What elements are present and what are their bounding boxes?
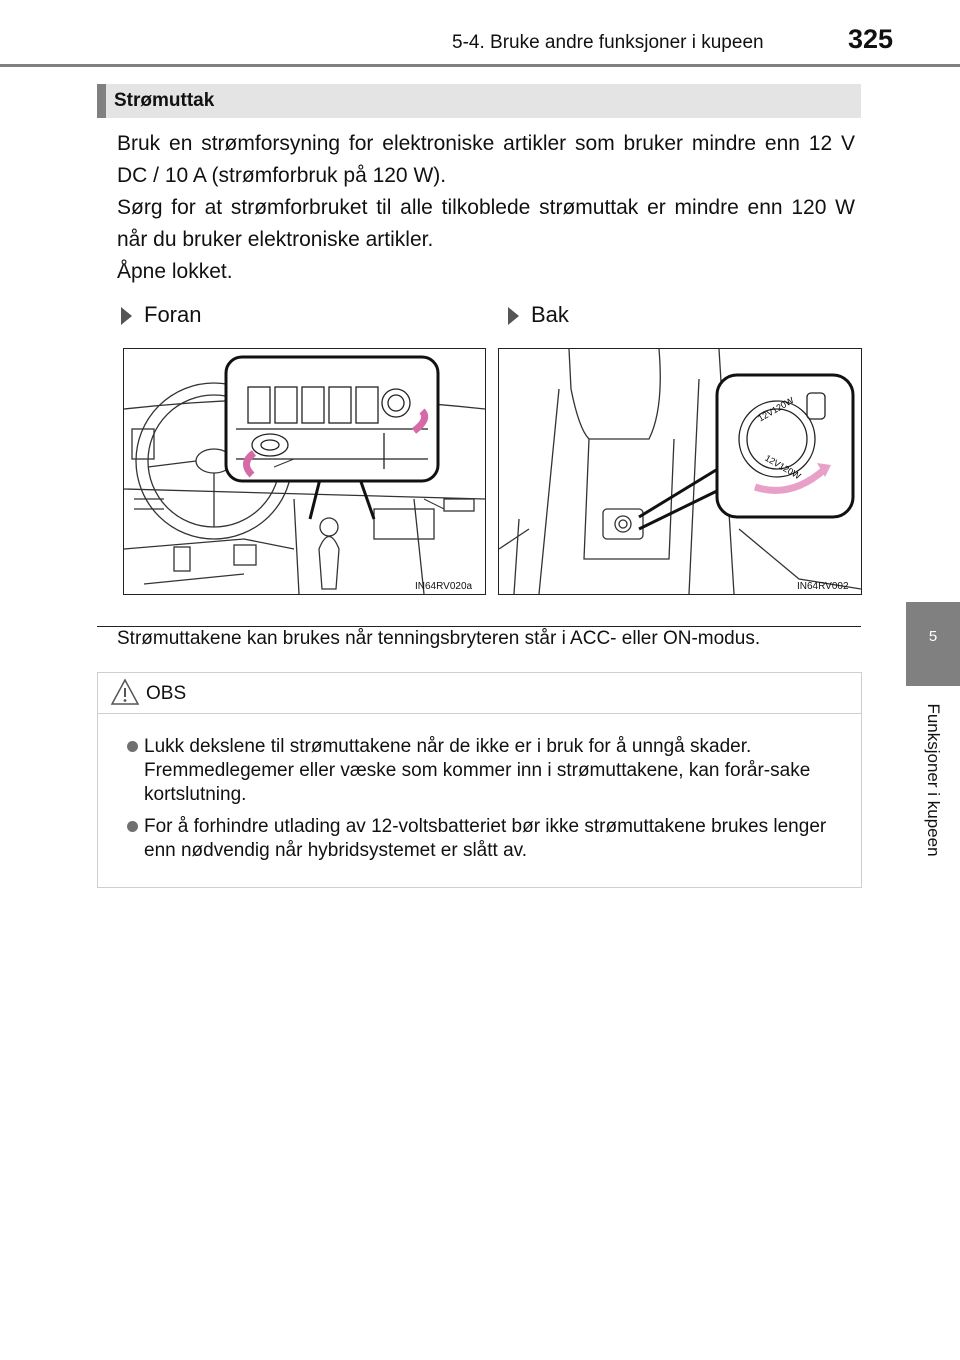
obs-separator	[98, 713, 861, 714]
arrow-marker-icon	[121, 307, 132, 325]
dashboard-illustration	[124, 349, 485, 594]
rear-console-illustration	[499, 349, 861, 594]
figure-front-dashboard	[123, 348, 486, 595]
figure-code-rear: IN64RV002	[797, 581, 849, 592]
page-number: 325	[848, 24, 894, 54]
paragraph-power-supply: Bruk en strømforsyning for elektroniske artikler som bruker mindre enn 12 V DC / 10 A (strømforbruk på 120 W).	[117, 132, 855, 187]
figure-label-front: Foran	[144, 302, 202, 327]
cap-text-top: 12V120W	[756, 395, 796, 424]
warning-triangle-icon	[110, 677, 140, 707]
paragraph-power-limit: Sørg for at strømforbruket til alle tilkoblede strømuttak er mindre enn 120 W når du bruker elektroniske artikler.	[117, 196, 855, 251]
figure-rear-console	[498, 348, 862, 595]
bullet-icon	[127, 741, 138, 752]
obs-item: Lukk dekslene til strømuttakene når de ikke er i bruk for å unngå skader. Fremmedlegemer eller væske som kommer inn i strømuttakene, kan forår-sake kortslutning.	[144, 736, 811, 805]
obs-title: OBS	[146, 683, 187, 704]
figure-label-rear: Bak	[531, 302, 569, 327]
chapter-title-vertical	[906, 686, 960, 886]
bullet-icon	[127, 821, 138, 832]
divider	[97, 626, 861, 627]
figure-code-front: IN64RV020a	[415, 581, 473, 592]
cap-text-bottom: 12V120W	[763, 452, 803, 482]
header-section-title: 5-4. Bruke andre funksjoner i kupeen	[452, 32, 764, 53]
chapter-number: 5	[928, 628, 938, 645]
obs-notice-box	[97, 672, 862, 888]
paragraph-open-lid: Åpne lokket.	[117, 260, 233, 283]
usage-note: Strømuttakene kan brukes når tenningsbryteren står i ACC- eller ON-modus.	[117, 628, 761, 649]
arrow-marker-icon	[508, 307, 519, 325]
chapter-title: Funksjoner i kupeen	[924, 703, 943, 857]
obs-item: For å forhindre utlading av 12-voltsbatteriet bør ikke strømuttakene brukes lenger enn nødvendig når hybridsystemet er slått av.	[144, 816, 827, 861]
chapter-tab	[906, 602, 960, 686]
header-rule	[0, 64, 960, 67]
section-heading: Strømuttak	[97, 84, 861, 118]
